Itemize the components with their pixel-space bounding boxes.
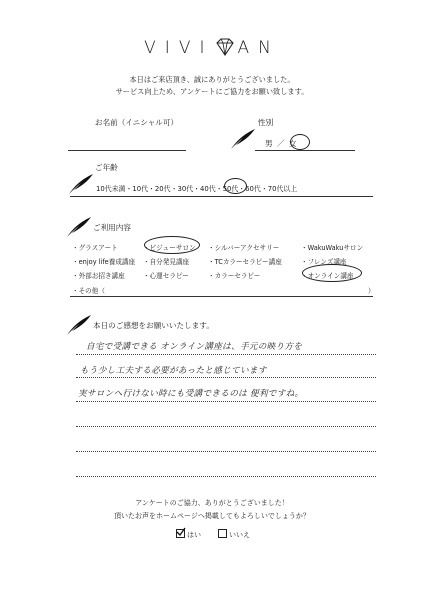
age-selected-circle	[224, 178, 247, 194]
brand-name-right: AN	[237, 38, 280, 58]
age-option[interactable]: 40代	[200, 185, 216, 193]
intro-text	[0, 74, 424, 98]
comment-line[interactable]	[76, 426, 376, 427]
gender-label: 性別	[258, 118, 274, 127]
services-label: ご利用内容	[93, 223, 131, 232]
checkmark-icon	[176, 527, 186, 537]
quill-icon	[68, 173, 94, 195]
gem-icon	[215, 38, 235, 56]
service-item[interactable]: ・TCカラーセラピー講座	[208, 258, 282, 266]
comment-handwritten-line: もう少し工夫する必要があったと感じています	[80, 366, 267, 376]
age-option[interactable]: 10代未満	[96, 185, 126, 193]
age-option[interactable]: 20代	[154, 185, 171, 193]
consent-no-option[interactable]	[218, 529, 250, 540]
comment-line[interactable]	[76, 354, 376, 355]
intro-line-1: 本日はご来店頂き、誠にありがとうございました。	[129, 75, 295, 84]
brand-logo	[0, 38, 424, 58]
service-item[interactable]: ・心運セラピー	[143, 272, 189, 280]
intro-line-2: サービス向上ため、アンケートにご協力をお願い致します。	[115, 87, 309, 96]
age-label: ご年齢	[95, 163, 118, 172]
age-option[interactable]: 10代	[132, 185, 149, 193]
service-item[interactable]: ・シルバーアクセサリー	[208, 244, 280, 252]
service-item-selected[interactable]: ・オンライン講座	[301, 272, 354, 280]
age-option[interactable]: 30代	[177, 185, 194, 193]
service-item[interactable]: ・enjoy life養成講座	[72, 258, 136, 266]
service-selected-circle	[144, 236, 200, 254]
name-label: お名前（イニシャル可）	[95, 118, 179, 127]
consent-yes-label: はい	[187, 531, 201, 539]
footer-text	[0, 497, 424, 523]
service-item[interactable]: ・グラスアート	[72, 244, 118, 252]
gender-input-line[interactable]	[255, 150, 355, 151]
comment-line[interactable]	[76, 377, 376, 378]
service-item[interactable]: ・自分発見講座	[143, 258, 190, 266]
service-item[interactable]: ・外部お招き講座	[72, 272, 125, 280]
services-underline	[70, 296, 373, 297]
consent-yes-option[interactable]	[176, 529, 201, 540]
service-other[interactable]: ・その他（	[72, 287, 105, 295]
quill-icon	[230, 128, 256, 150]
age-option[interactable]: 70代以上	[267, 185, 298, 193]
quill-icon	[66, 314, 92, 336]
age-options: 10代未満・10代・20代・30代・40代・50代・60代・70代以上	[96, 185, 298, 193]
checkbox-unchecked[interactable]	[218, 529, 227, 538]
gender-options: 男 ／ 女	[265, 139, 298, 148]
consent-no-label: いいえ	[229, 531, 250, 539]
quill-icon	[66, 216, 92, 238]
name-input-line[interactable]	[68, 150, 186, 151]
service-item-selected[interactable]: ・ビジューサロン	[143, 244, 196, 252]
comment-line[interactable]	[76, 451, 376, 452]
checkbox-checked[interactable]	[176, 529, 185, 538]
age-option-selected[interactable]: 50代	[222, 185, 239, 193]
service-item[interactable]: ・WakuWakuサロン	[301, 244, 364, 252]
comment-handwritten-line: 実サロンへ行けない時にも受講できるのは 便利ですね。	[78, 389, 304, 399]
comment-line[interactable]	[76, 401, 376, 402]
gender-selected-circle	[290, 134, 310, 150]
comments-label: 本日のご感想をお願いいたします。	[93, 321, 214, 330]
comment-handwritten-line: 自宅で受講できる オンライン講座は、手元の映り方を	[86, 342, 303, 352]
age-underline	[70, 196, 373, 197]
age-option[interactable]: 60代	[245, 185, 261, 193]
service-selected-circle	[302, 264, 362, 282]
brand-name-left: VIVI	[144, 38, 214, 58]
service-item[interactable]: ・カラーセラピー	[208, 272, 261, 280]
service-item[interactable]: ・フレンズ講座	[301, 258, 347, 266]
footer-question: 頂いたお声をホームページへ掲載してもよろしいでしょうか？	[114, 512, 310, 520]
comment-line[interactable]	[76, 476, 376, 477]
footer-thanks: アンケートのご協力、ありがとうございました！	[135, 499, 289, 507]
service-other-close: ）	[368, 287, 375, 295]
